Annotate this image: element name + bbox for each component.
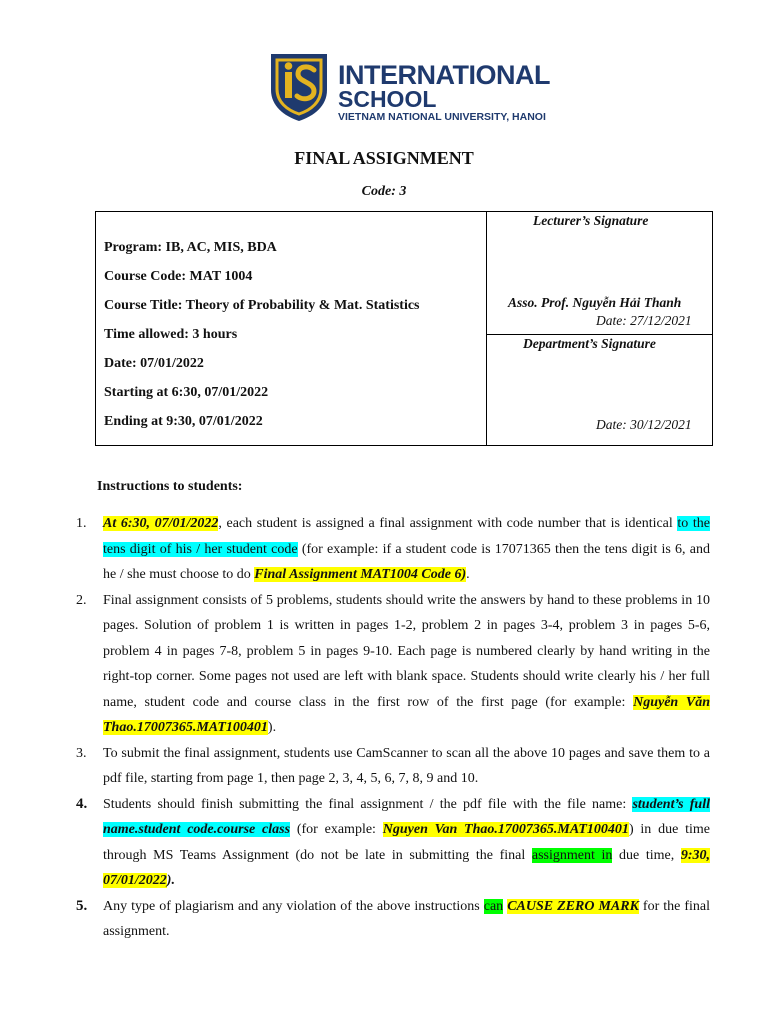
logo-text-university: VIETNAM NATIONAL UNIVERSITY, HANOI [338, 111, 546, 123]
lecturer-signature-label: Lecturer’s Signature [533, 213, 649, 228]
info-start-time: Starting at 6:30, 07/01/2022 [104, 385, 269, 400]
instruction-item-3 [66, 741, 710, 792]
table-divider-horizontal [486, 334, 712, 335]
info-course-title: Course Title: Theory of Probability & Mat. Statistics [104, 298, 420, 313]
instruction-text: (for example: [290, 822, 383, 837]
logo-text-international: INTERNATIONAL [338, 60, 550, 90]
info-end-time: Ending at 9:30, 07/01/2022 [104, 414, 263, 429]
instruction-number: 4. [76, 795, 88, 812]
highlight-assignment-in: assignment in [531, 847, 613, 863]
info-date: Date: 07/01/2022 [104, 356, 204, 371]
logo-text-school: SCHOOL [338, 86, 437, 112]
instruction-text: . [466, 567, 470, 582]
instruction-text: ). [166, 873, 175, 888]
instruction-text: Students should finish submitting the final assignment / the pdf file with the file name: [103, 796, 633, 812]
instruction-text: Final assignment consists of 5 problems, students should write the answers by hand to these problems in 10 pages. Solution of problem 1 is written in pages 1-2, problem 2 in pages 3-4, problem 3 in pages 5-6, problem 4 in pages 7-8, problem 5 in pages 9-10. Each page is numbered clearly by hand writing in the right-top corner. Some pages not used are left with blank space. Students should write clearly his / her full name, student code and course class in the first row of the first page (for example: [103, 592, 710, 710]
instruction-number: 1. [76, 516, 87, 531]
highlight-example-file-name: Nguyen Van Thao.17007365.MAT100401 [382, 822, 629, 837]
department-signature-date: Date: 30/12/2021 [596, 417, 692, 432]
highlight-tens-digit: to the tens digit of his / her student code [103, 516, 710, 557]
instruction-number: 5. [76, 897, 88, 914]
instruction-item-2 [66, 588, 710, 741]
highlight-deadline: 9:30, 07/01/2022 [103, 847, 710, 888]
highlight-can: can [483, 898, 504, 914]
instruction-text: ). [267, 720, 277, 735]
instruction-item-5 [66, 894, 710, 945]
highlight-zero-mark: CAUSE ZERO MARK [507, 898, 639, 914]
highlight-example-code: Final Assignment MAT1004 Code 6) [254, 567, 467, 582]
instructions-list [66, 511, 710, 945]
instructions-heading: Instructions to students: [97, 479, 243, 494]
instruction-text: for the final assignment. [103, 898, 710, 939]
instruction-text: (for example: if a student code is 17071365 then the tens digit is 6, and he / she must choose to do [103, 541, 711, 582]
info-time-allowed: Time allowed: 3 hours [104, 327, 238, 342]
assignment-code: Code: 3 [361, 184, 407, 199]
highlight-example-name: Nguyễn Văn Thao.17007365.MAT100401 [103, 694, 711, 735]
instruction-item-1 [66, 511, 710, 588]
instruction-text: Any type of plagiarism and any violation of the above instructions [103, 898, 484, 914]
highlight-start-time: At 6:30, 07/01/2022 [103, 516, 219, 531]
school-logo [268, 52, 558, 122]
instruction-text: To submit the final assignment, students use CamScanner to scan all the above 10 pages and save them to a pdf file, starting from page 1, then page 2, 3, 4, 5, 6, 7, 8, 9 and 10. [103, 745, 710, 786]
table-divider-vertical [486, 212, 487, 445]
info-course-code: Course Code: MAT 1004 [104, 269, 253, 284]
lecturer-name: Asso. Prof. Nguyễn Hải Thanh [508, 295, 682, 310]
instruction-number: 3. [76, 745, 87, 761]
instruction-text: , each student is assigned a final assignment with code number that is identical [218, 516, 678, 531]
course-info-table [95, 211, 713, 446]
school-emblem-icon [268, 52, 330, 122]
department-signature-label: Department’s Signature [523, 336, 656, 351]
page-title: FINAL ASSIGNMENT [294, 148, 474, 168]
instruction-number: 2. [76, 592, 87, 608]
instruction-text: ) in due time through MS Teams Assignment (do not be late in submitting the final [103, 822, 710, 863]
info-program: Program: IB, AC, MIS, BDA [104, 240, 277, 255]
instruction-text: due time, [612, 847, 681, 863]
instruction-item-4 [66, 792, 710, 894]
highlight-file-name-format: student’s full name.student code.course class [103, 796, 710, 837]
lecturer-signature-date: Date: 27/12/2021 [596, 313, 692, 328]
